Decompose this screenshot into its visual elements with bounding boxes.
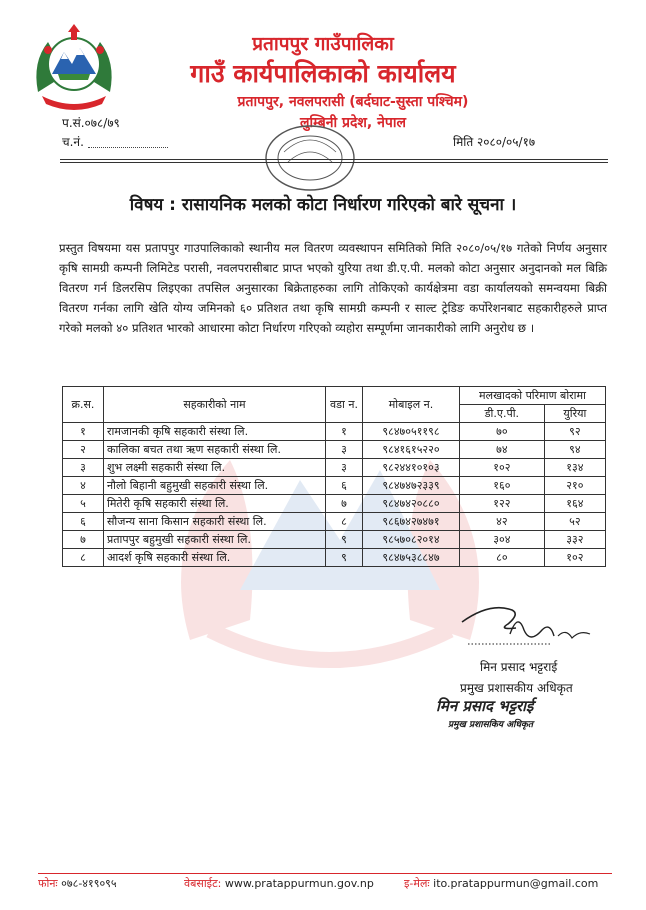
notice-body: प्रस्तुत विषयमा यस प्रतापपुर गाउपालिकाको स्थानीय मल वितरण व्यवस्थापन समितिको मिति २०८०/०५/१७ गतेको निर्णय अनुसार कृषि सामग्री कम्पनी लिमिटेड परासी, नवलपरासीबाट प्राप्त भएको युरिया तथा डी.ए.पी. मलको कोटा अनुसार अनुदानको मल बिक्रि वितरण गर्न डिलरसिप लिइएका तपसिल अनुसारका बिक्रेताहरुका लागि तोकिएको कार्यक्षेत्रमा वडा कार्यालयको समन्वयमा बिक्री वितरण गर्नका लागि खेति योग्य जमिनको ६० प्रतिशत तथा कृषि सामग्री कम्पनी र साल्ट ट्रेडिङ कर्पोरेशनबाट सहकारीहरुले प्राप्त गरेको मलको ४० प्रतिशत भारको आधारमा कोटा निर्धारण गरिएको व्यहोरा सम्पूर्णमा जानकारीको लागि अनुरोध छ । bbox=[59, 241, 607, 335]
col-urea: युरिया bbox=[544, 405, 605, 423]
cell-urea: १३४ bbox=[544, 459, 605, 477]
cell-urea: १६४ bbox=[544, 495, 605, 513]
table-row bbox=[63, 441, 606, 459]
header-divider-bottom bbox=[60, 162, 608, 163]
cell-sn: ७ bbox=[63, 531, 104, 549]
cell-mobile: ९८४१६१५२२० bbox=[363, 441, 460, 459]
cell-sn: ४ bbox=[63, 477, 104, 495]
email-label: इ-मेलः bbox=[404, 877, 430, 890]
footer-email bbox=[404, 876, 598, 891]
cell-name: मितेरी कृषि सहकारी संस्था लि. bbox=[104, 495, 326, 513]
dispatch-number-line bbox=[88, 147, 168, 148]
cell-name: सौजन्य साना किसान सहकारी संस्था लि. bbox=[104, 513, 326, 531]
cell-urea: १०२ bbox=[544, 549, 605, 567]
cell-sn: ८ bbox=[63, 549, 104, 567]
cell-name: शुभ लक्ष्मी सहकारी संस्था लि. bbox=[104, 459, 326, 477]
office-name: गाउँ कार्यपालिकाको कार्यालय bbox=[190, 59, 456, 88]
title-seal: प्रमुख प्रशासकिय अधिकृत bbox=[448, 720, 534, 730]
col-dap: डी.ए.पी. bbox=[460, 405, 545, 423]
handwritten-signature bbox=[450, 600, 600, 660]
cell-ward: ९ bbox=[326, 549, 363, 567]
col-quantity: मलखादको परिमाण बोरामा bbox=[460, 387, 606, 405]
cell-ward: १ bbox=[326, 423, 363, 441]
cell-mobile: ९८५७०८२०१४ bbox=[363, 531, 460, 549]
cell-urea: ९४ bbox=[544, 441, 605, 459]
email-link[interactable]: ito.pratappurmun@gmail.com bbox=[433, 877, 599, 890]
col-name: सहकारीको नाम bbox=[104, 387, 326, 423]
cell-name: कालिका बचत तथा ऋण सहकारी संस्था लि. bbox=[104, 441, 326, 459]
website-link[interactable]: www.pratappurmun.gov.np bbox=[224, 877, 374, 890]
table-row bbox=[63, 459, 606, 477]
cell-name: नौलो बिहानी बहुमुखी सहकारी संस्था लि. bbox=[104, 477, 326, 495]
office-stamp-icon bbox=[262, 122, 358, 194]
cell-urea: ९२ bbox=[544, 423, 605, 441]
quota-table bbox=[62, 386, 606, 567]
notice-subject: विषय : रासायनिक मलको कोटा निर्धारण गरिएको बारे सूचना । bbox=[129, 195, 517, 215]
cell-sn: ६ bbox=[63, 513, 104, 531]
cell-mobile: ९८२४४१०१०३ bbox=[363, 459, 460, 477]
cell-mobile: ९८६७४२७४७१ bbox=[363, 513, 460, 531]
table-row bbox=[63, 513, 606, 531]
cell-dap: ७४ bbox=[460, 441, 545, 459]
table-row bbox=[63, 495, 606, 513]
col-mobile: मोबाइल न. bbox=[363, 387, 460, 423]
cell-mobile: ९८४७४२०८८० bbox=[363, 495, 460, 513]
cell-ward: ९ bbox=[326, 531, 363, 549]
header-divider-top bbox=[60, 159, 608, 160]
cell-dap: ४२ bbox=[460, 513, 545, 531]
cell-ward: ३ bbox=[326, 441, 363, 459]
phone-value: ०७८-४१९०९५ bbox=[61, 877, 117, 890]
cell-dap: १०२ bbox=[460, 459, 545, 477]
cell-sn: ३ bbox=[63, 459, 104, 477]
cell-dap: ३०४ bbox=[460, 531, 545, 549]
footer-divider bbox=[38, 873, 612, 874]
cell-sn: २ bbox=[63, 441, 104, 459]
table-row bbox=[63, 423, 606, 441]
notice-date: मिति २०८०/०५/१७ bbox=[453, 135, 536, 149]
footer-phone bbox=[38, 876, 117, 891]
cell-sn: १ bbox=[63, 423, 104, 441]
dispatch-number: च.नं. bbox=[62, 135, 84, 149]
cell-ward: ६ bbox=[326, 477, 363, 495]
cell-ward: ३ bbox=[326, 459, 363, 477]
website-label: वेबसाईट: bbox=[184, 877, 222, 890]
officer-title: प्रमुख प्रशासकीय अधिकृत bbox=[460, 681, 573, 695]
cell-sn: ५ bbox=[63, 495, 104, 513]
table-row bbox=[63, 531, 606, 549]
name-seal: मिन प्रसाद भट्टराई bbox=[436, 697, 534, 715]
footer-website bbox=[184, 876, 374, 891]
cell-mobile: ९८४७५३८८४७ bbox=[363, 549, 460, 567]
cell-urea: २१० bbox=[544, 477, 605, 495]
table-row bbox=[63, 549, 606, 567]
cell-dap: ७० bbox=[460, 423, 545, 441]
cell-urea: ३३२ bbox=[544, 531, 605, 549]
cell-ward: ८ bbox=[326, 513, 363, 531]
cell-name: प्रतापपुर बहुमुखी सहकारी संस्था लि. bbox=[104, 531, 326, 549]
cell-mobile: ९८४७४७२३३९ bbox=[363, 477, 460, 495]
col-ward: वडा न. bbox=[326, 387, 363, 423]
cell-mobile: ९८४७०५११९८ bbox=[363, 423, 460, 441]
cell-name: आदर्श कृषि सहकारी संस्था लि. bbox=[104, 549, 326, 567]
table-row bbox=[63, 477, 606, 495]
municipality-name: प्रतापपुर गाउँपालिका bbox=[252, 33, 394, 55]
cell-dap: १२२ bbox=[460, 495, 545, 513]
col-sn: क्र.स. bbox=[63, 387, 104, 423]
phone-label: फोनः bbox=[38, 877, 58, 890]
cell-dap: १६० bbox=[460, 477, 545, 495]
officer-name: मिन प्रसाद भट्टराई bbox=[480, 660, 558, 674]
cell-name: रामजानकी कृषि सहकारी संस्था लि. bbox=[104, 423, 326, 441]
reference-number: प.सं.०७८/७९ bbox=[62, 116, 120, 130]
cell-dap: ८० bbox=[460, 549, 545, 567]
table-header-row bbox=[63, 387, 606, 405]
office-address: प्रतापपुर, नवलपरासी (बर्दघाट-सुस्ता पश्चिम) bbox=[237, 94, 469, 110]
cell-ward: ७ bbox=[326, 495, 363, 513]
cell-urea: ५२ bbox=[544, 513, 605, 531]
province-name: लुम्बिनी प्रदेश, नेपाल bbox=[300, 115, 406, 131]
